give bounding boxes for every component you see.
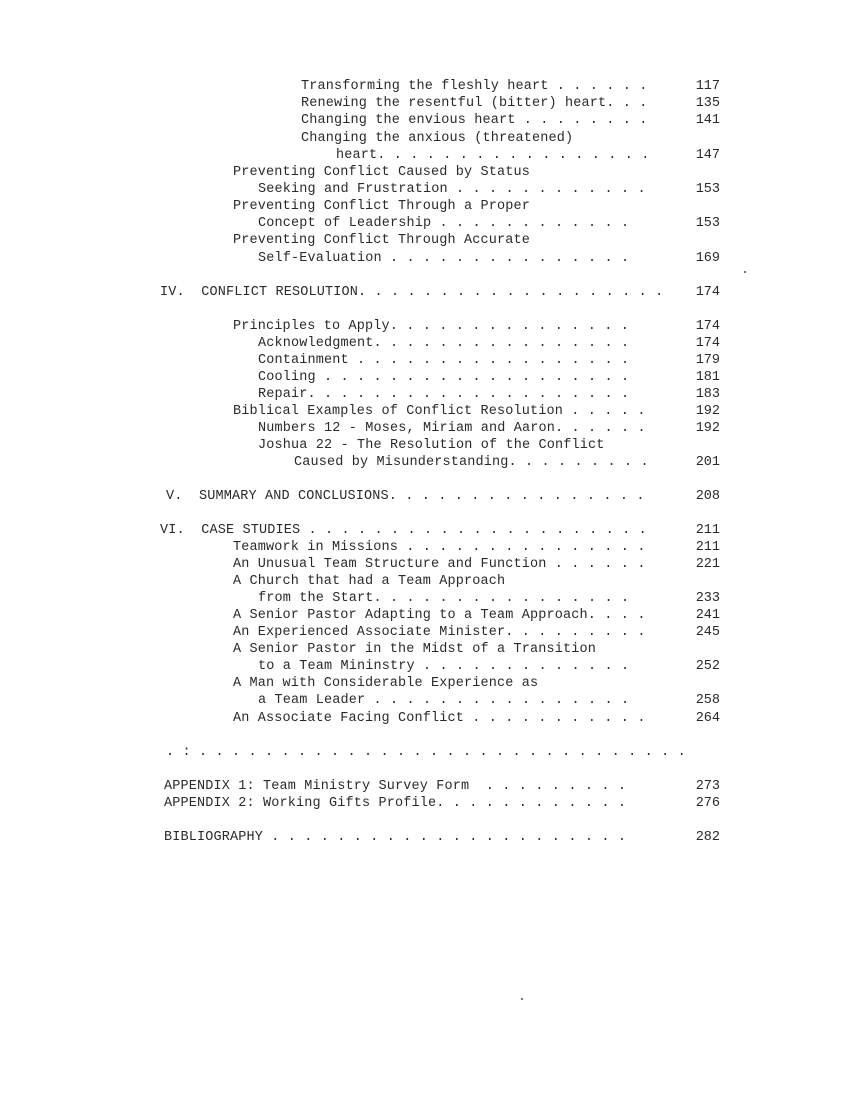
toc-page-number: 147: [695, 148, 720, 163]
toc-entry-text: Changing the envious heart . . . . . . . .: [301, 113, 648, 128]
toc-entry-text: Biblical Examples of Conflict Resolution . . . . .: [233, 404, 646, 419]
toc-page-number: 117: [695, 79, 720, 94]
toc-page-number: 241: [695, 608, 720, 623]
toc-entry-text: from the Start. . . . . . . . . . . . . . . .: [258, 591, 630, 606]
toc-page-number: 153: [695, 182, 720, 197]
toc-page-number: 252: [695, 659, 720, 674]
toc-entry-text: A Church that had a Team Approach: [233, 574, 506, 589]
toc-entry-text: Repair. . . . . . . . . . . . . . . . . . . .: [258, 387, 630, 402]
toc-page-number: 245: [695, 625, 720, 640]
toc-page-number: 174: [695, 285, 720, 300]
toc-page-number: 169: [695, 251, 720, 266]
toc-page-number: 174: [695, 319, 720, 334]
separator-dots: . : . . . . . . . . . . . . . . . . . . . . . . . . . . . . . .: [166, 745, 686, 760]
toc-entry-text: heart. . . . . . . . . . . . . . . . .: [336, 148, 650, 163]
toc-page-number: 179: [695, 353, 720, 368]
toc-entry-text: Joshua 22 - The Resolution of the Conflict: [258, 438, 605, 453]
toc-entry-text: A Man with Considerable Experience as: [233, 676, 539, 691]
toc-entry-text: An Experienced Associate Minister. . . . . . . . .: [233, 625, 646, 640]
toc-entry-text: Caused by Misunderstanding. . . . . . . . .: [294, 455, 649, 470]
toc-entry-text: A Senior Pastor in the Midst of a Transition: [233, 642, 597, 657]
toc-page-number: 211: [695, 540, 720, 555]
toc-page-number: 174: [695, 336, 720, 351]
toc-entry-text: Self-Evaluation . . . . . . . . . . . . . . .: [258, 251, 630, 266]
toc-appendix-entry: APPENDIX 1: Team Ministry Survey Form . . . . . . . . .: [164, 779, 627, 794]
toc-appendix-entry: APPENDIX 2: Working Gifts Profile. . . . . . . . . . . .: [164, 796, 627, 811]
toc-entry-text: An Associate Facing Conflict . . . . . . . . . . .: [233, 711, 646, 726]
toc-page-number: 276: [695, 796, 720, 811]
toc-entry-text: Transforming the fleshly heart . . . . . .: [301, 79, 648, 94]
toc-chapter-heading: IV. CONFLICT RESOLUTION. . . . . . . . . . . . . . . . . . .: [160, 285, 664, 300]
toc-page-number: 233: [695, 591, 720, 606]
toc-entry-text: Preventing Conflict Through a Proper: [233, 199, 531, 214]
toc-page-number: 183: [695, 387, 720, 402]
toc-entry-text: Concept of Leadership . . . . . . . . . . . .: [258, 216, 630, 231]
toc-entry-text: a Team Leader . . . . . . . . . . . . . . . .: [258, 693, 630, 708]
toc-entry-text: Seeking and Frustration . . . . . . . . . . . .: [258, 182, 646, 197]
toc-chapter-heading: VI. CASE STUDIES . . . . . . . . . . . . . . . . . . . . .: [160, 523, 647, 538]
toc-page-number: 181: [695, 370, 720, 385]
toc-page-number: 201: [695, 455, 720, 470]
toc-entry-text: Principles to Apply. . . . . . . . . . . . . . .: [233, 319, 630, 334]
scan-speck: [521, 998, 523, 1000]
toc-page-number: 258: [695, 693, 720, 708]
toc-page-number: 282: [695, 830, 720, 845]
toc-entry-text: Containment . . . . . . . . . . . . . . . . .: [258, 353, 630, 368]
toc-page-number: 141: [695, 113, 720, 128]
toc-bibliography-entry: BIBLIOGRAPHY . . . . . . . . . . . . . . . . . . . . . .: [164, 830, 627, 845]
toc-page-number: 192: [695, 421, 720, 436]
toc-entry-text: Renewing the resentful (bitter) heart. . .: [301, 96, 648, 111]
scan-speck: [744, 271, 746, 273]
toc-page-number: 192: [695, 404, 720, 419]
toc-page-number: 153: [695, 216, 720, 231]
toc-page-number: 211: [695, 523, 720, 538]
toc-page-number: 208: [695, 489, 720, 504]
toc-entry-text: Changing the anxious (threatened): [301, 131, 574, 146]
toc-entry-text: Acknowledgment. . . . . . . . . . . . . . . .: [258, 336, 630, 351]
toc-entry-text: Preventing Conflict Through Accurate: [233, 233, 531, 248]
toc-page-number: 264: [695, 711, 720, 726]
toc-page-number: 135: [695, 96, 720, 111]
toc-entry-text: A Senior Pastor Adapting to a Team Approach. . . .: [233, 608, 646, 623]
toc-chapter-heading: V. SUMMARY AND CONCLUSIONS. . . . . . . . . . . . . . . .: [166, 489, 645, 504]
toc-entry-text: An Unusual Team Structure and Function . . . . . .: [233, 557, 646, 572]
toc-entry-text: Cooling . . . . . . . . . . . . . . . . . . .: [258, 370, 630, 385]
toc-page-number: 221: [695, 557, 720, 572]
toc-entry-text: Preventing Conflict Caused by Status: [233, 165, 531, 180]
toc-entry-text: to a Team Mininstry . . . . . . . . . . . . .: [258, 659, 630, 674]
toc-page-number: 273: [695, 779, 720, 794]
toc-entry-text: Numbers 12 - Moses, Miriam and Aaron. . . . . .: [258, 421, 646, 436]
toc-entry-text: Teamwork in Missions . . . . . . . . . . . . . . .: [233, 540, 646, 555]
